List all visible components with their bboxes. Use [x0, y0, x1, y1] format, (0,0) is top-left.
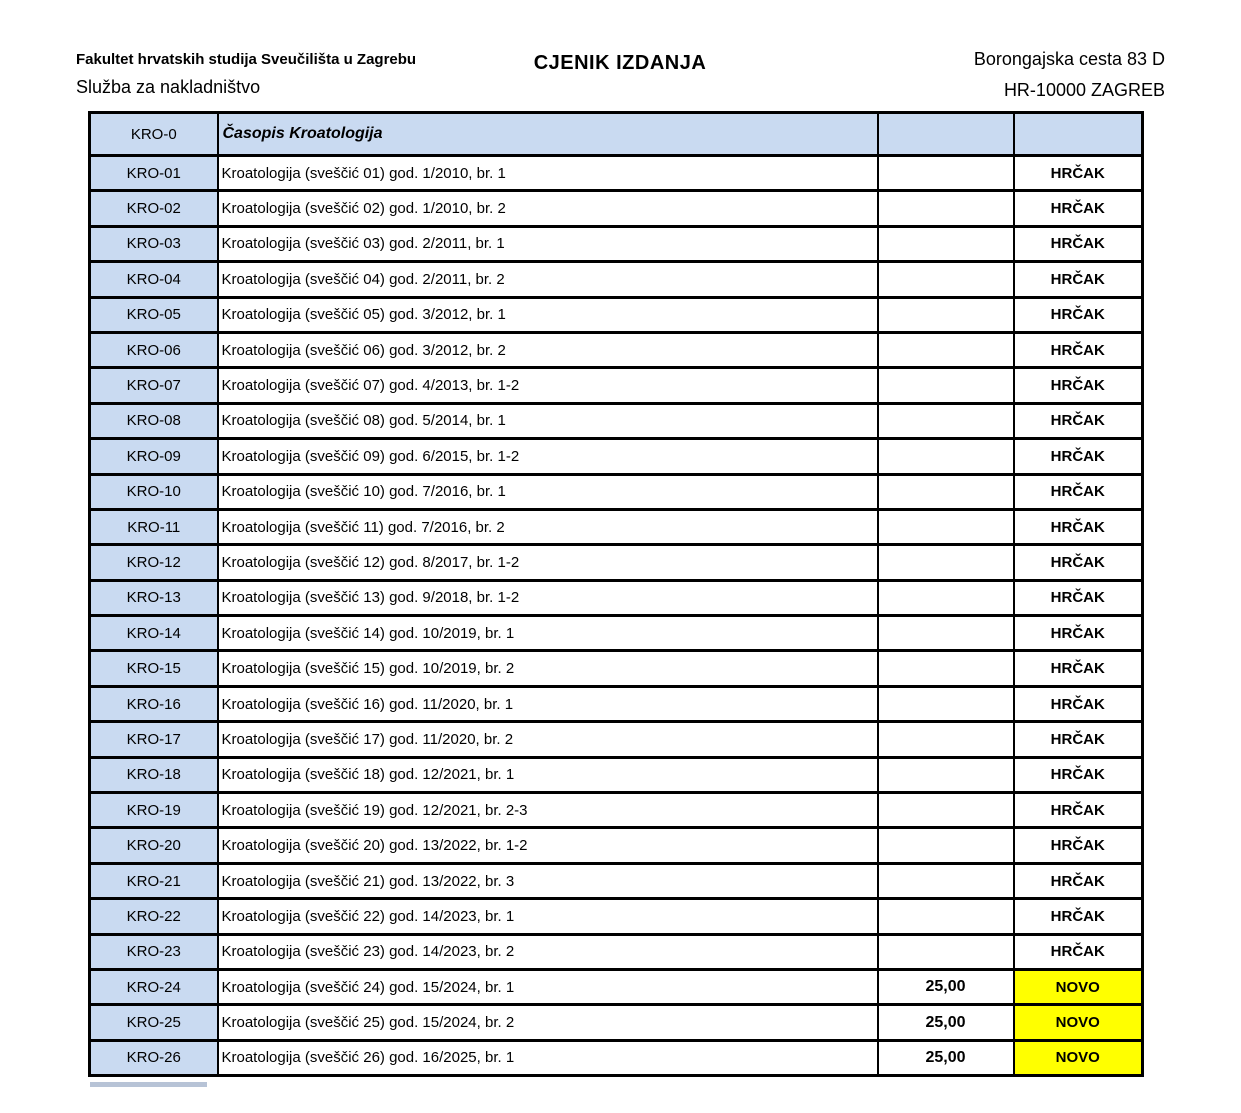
row-code: KRO-20	[90, 828, 218, 863]
table-row	[90, 793, 1143, 828]
table-row	[90, 191, 1143, 226]
row-code: KRO-21	[90, 863, 218, 898]
row-description: Kroatologija (sveščić 04) god. 2/2011, br. 2	[218, 262, 878, 297]
row-code: KRO-22	[90, 899, 218, 934]
row-status: HRČAK	[1014, 757, 1143, 792]
table-row	[90, 899, 1143, 934]
org-department: Služba za nakladništvo	[76, 77, 261, 97]
group-price-cell	[878, 113, 1014, 156]
row-price	[878, 899, 1014, 934]
org-name: Fakultet hrvatskih studija Sveučilišta u Zagrebu	[76, 51, 417, 68]
row-description: Kroatologija (sveščić 03) god. 2/2011, br. 1	[218, 226, 878, 261]
cutoff-next-row-sliver	[90, 1082, 207, 1087]
row-description: Kroatologija (sveščić 12) god. 8/2017, br. 1-2	[218, 545, 878, 580]
row-status: HRČAK	[1014, 191, 1143, 226]
row-code: KRO-08	[90, 403, 218, 438]
group-status-cell	[1014, 113, 1143, 156]
address-street: Borongajska cesta 83 D	[973, 49, 1165, 69]
row-description: Kroatologija (sveščić 22) god. 14/2023, br. 1	[218, 899, 878, 934]
row-status: NOVO	[1014, 1005, 1143, 1040]
row-code: KRO-12	[90, 545, 218, 580]
row-code: KRO-13	[90, 580, 218, 615]
row-code: KRO-14	[90, 616, 218, 651]
row-code: KRO-01	[90, 156, 218, 191]
row-description: Kroatologija (sveščić 24) god. 15/2024, br. 1	[218, 969, 878, 1004]
row-code: KRO-05	[90, 297, 218, 332]
table-row	[90, 828, 1143, 863]
row-status: HRČAK	[1014, 580, 1143, 615]
row-status: HRČAK	[1014, 828, 1143, 863]
row-price	[878, 332, 1014, 367]
row-price	[878, 403, 1014, 438]
table-group-row	[90, 113, 1143, 156]
row-price	[878, 757, 1014, 792]
row-price	[878, 722, 1014, 757]
row-code: KRO-03	[90, 226, 218, 261]
row-status: HRČAK	[1014, 332, 1143, 367]
row-description: Kroatologija (sveščić 26) god. 16/2025, br. 1	[218, 1040, 878, 1075]
row-code: KRO-06	[90, 332, 218, 367]
row-price: 25,00	[878, 1005, 1014, 1040]
row-description: Kroatologija (sveščić 08) god. 5/2014, br. 1	[218, 403, 878, 438]
row-code: KRO-24	[90, 969, 218, 1004]
row-code: KRO-26	[90, 1040, 218, 1075]
row-description: Kroatologija (sveščić 17) god. 11/2020, br. 2	[218, 722, 878, 757]
address-block	[974, 46, 1165, 108]
row-description: Kroatologija (sveščić 05) god. 3/2012, br. 1	[218, 297, 878, 332]
row-price	[878, 297, 1014, 332]
row-code: KRO-16	[90, 686, 218, 721]
row-status: HRČAK	[1014, 616, 1143, 651]
table-row	[90, 332, 1143, 367]
row-status: HRČAK	[1014, 651, 1143, 686]
row-price	[878, 651, 1014, 686]
row-code: KRO-11	[90, 509, 218, 544]
row-description: Kroatologija (sveščić 16) god. 11/2020, br. 1	[218, 686, 878, 721]
table-row	[90, 934, 1143, 969]
row-description: Kroatologija (sveščić 02) god. 1/2010, br. 2	[218, 191, 878, 226]
row-price	[878, 262, 1014, 297]
row-description: Kroatologija (sveščić 07) god. 4/2013, br. 1-2	[218, 368, 878, 403]
table-row	[90, 368, 1143, 403]
row-code: KRO-25	[90, 1005, 218, 1040]
row-description: Kroatologija (sveščić 01) god. 1/2010, br. 1	[218, 156, 878, 191]
table-row	[90, 1040, 1143, 1075]
row-status: HRČAK	[1014, 226, 1143, 261]
table-row	[90, 757, 1143, 792]
org-block	[76, 50, 416, 100]
group-code-cell: KRO-0	[90, 113, 218, 156]
table-row	[90, 651, 1143, 686]
row-price	[878, 226, 1014, 261]
table-row	[90, 474, 1143, 509]
table-row	[90, 863, 1143, 898]
table-row	[90, 545, 1143, 580]
row-code: KRO-15	[90, 651, 218, 686]
row-description: Kroatologija (sveščić 11) god. 7/2016, br. 2	[218, 509, 878, 544]
row-status: HRČAK	[1014, 297, 1143, 332]
row-price	[878, 509, 1014, 544]
row-status: HRČAK	[1014, 686, 1143, 721]
row-code: KRO-02	[90, 191, 218, 226]
row-price	[878, 793, 1014, 828]
row-price	[878, 828, 1014, 863]
row-description: Kroatologija (sveščić 09) god. 6/2015, br. 1-2	[218, 439, 878, 474]
row-status: HRČAK	[1014, 934, 1143, 969]
row-price	[878, 686, 1014, 721]
row-status: HRČAK	[1014, 899, 1143, 934]
group-title-cell: Časopis Kroatologija	[218, 113, 878, 156]
row-status: NOVO	[1014, 1040, 1143, 1075]
row-code: KRO-18	[90, 757, 218, 792]
row-status: HRČAK	[1014, 262, 1143, 297]
row-description: Kroatologija (sveščić 21) god. 13/2022, br. 3	[218, 863, 878, 898]
row-status: HRČAK	[1014, 722, 1143, 757]
table-row	[90, 297, 1143, 332]
table-row	[90, 262, 1143, 297]
row-status: HRČAK	[1014, 545, 1143, 580]
row-price	[878, 545, 1014, 580]
row-status: HRČAK	[1014, 509, 1143, 544]
row-status: HRČAK	[1014, 863, 1143, 898]
row-code: KRO-17	[90, 722, 218, 757]
row-description: Kroatologija (sveščić 23) god. 14/2023, br. 2	[218, 934, 878, 969]
table-row	[90, 686, 1143, 721]
row-price	[878, 156, 1014, 191]
table-row	[90, 722, 1143, 757]
table-row	[90, 226, 1143, 261]
row-code: KRO-04	[90, 262, 218, 297]
row-description: Kroatologija (sveščić 10) god. 7/2016, br. 1	[218, 474, 878, 509]
row-description: Kroatologija (sveščić 20) god. 13/2022, br. 1-2	[218, 828, 878, 863]
row-description: Kroatologija (sveščić 14) god. 10/2019, br. 1	[218, 616, 878, 651]
row-price	[878, 616, 1014, 651]
row-price: 25,00	[878, 969, 1014, 1004]
row-code: KRO-23	[90, 934, 218, 969]
table-row	[90, 616, 1143, 651]
row-code: KRO-07	[90, 368, 218, 403]
table-row	[90, 156, 1143, 191]
table-row	[90, 1005, 1143, 1040]
price-table	[88, 111, 1144, 1077]
row-description: Kroatologija (sveščić 25) god. 15/2024, br. 2	[218, 1005, 878, 1040]
row-status: HRČAK	[1014, 368, 1143, 403]
row-price	[878, 439, 1014, 474]
row-price	[878, 191, 1014, 226]
table-row	[90, 403, 1143, 438]
row-price	[878, 934, 1014, 969]
row-code: KRO-09	[90, 439, 218, 474]
row-status: NOVO	[1014, 969, 1143, 1004]
row-code: KRO-19	[90, 793, 218, 828]
table-body	[90, 113, 1143, 1076]
address-city: HR-10000 ZAGREB	[1003, 80, 1165, 100]
row-price	[878, 863, 1014, 898]
row-status: HRČAK	[1014, 156, 1143, 191]
row-status: HRČAK	[1014, 439, 1143, 474]
row-description: Kroatologija (sveščić 18) god. 12/2021, br. 1	[218, 757, 878, 792]
row-price	[878, 368, 1014, 403]
table-row	[90, 509, 1143, 544]
table-row	[90, 439, 1143, 474]
row-status: HRČAK	[1014, 474, 1143, 509]
row-status: HRČAK	[1014, 793, 1143, 828]
row-price: 25,00	[878, 1040, 1014, 1075]
table-row	[90, 580, 1143, 615]
row-status: HRČAK	[1014, 403, 1143, 438]
row-price	[878, 474, 1014, 509]
row-description: Kroatologija (sveščić 06) god. 3/2012, br. 2	[218, 332, 878, 367]
table-row	[90, 969, 1143, 1004]
row-price	[878, 580, 1014, 615]
row-code: KRO-10	[90, 474, 218, 509]
row-description: Kroatologija (sveščić 19) god. 12/2021, br. 2-3	[218, 793, 878, 828]
page-title: CJENIK IZDANJA	[533, 52, 707, 74]
row-description: Kroatologija (sveščić 15) god. 10/2019, br. 2	[218, 651, 878, 686]
row-description: Kroatologija (sveščić 13) god. 9/2018, br. 1-2	[218, 580, 878, 615]
